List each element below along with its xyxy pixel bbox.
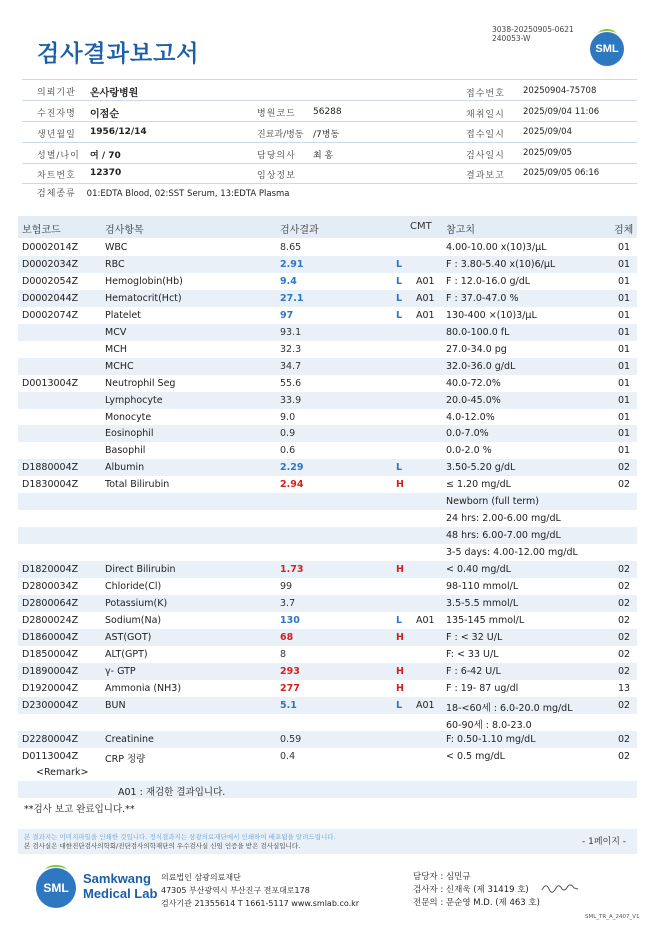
cell-test-name: MCV — [105, 326, 127, 338]
table-row — [18, 578, 637, 595]
cell-reference: 4.00-10.00 x(10)3/μL — [446, 242, 547, 253]
footer-notice-cert: 본 검사실은 대한진단검사의학회/진단검사의학재단의 우수검사실 신임 인증을 받은 검사실입니다. — [24, 842, 301, 850]
cell-reference: 20.0-45.0% — [446, 394, 501, 406]
cell-specimen: 13 — [618, 682, 631, 694]
cell-specimen: 01 — [618, 275, 631, 287]
cell-specimen: 02 — [618, 564, 631, 575]
cell-test-name: Neutrophil Seg — [105, 377, 176, 389]
sex-age-value: 여 / 70 — [90, 151, 121, 161]
chart-label: 차트번호 — [37, 171, 76, 181]
divider — [22, 121, 637, 122]
cell-test-name: Monocyte — [105, 411, 152, 423]
cell-test-name: Basophil — [105, 445, 146, 457]
cell-specimen: 02 — [618, 699, 631, 711]
corp-address: 47305 부산광역시 부산진구 전포대로178 — [161, 886, 310, 895]
dob-label: 생년월일 — [37, 130, 76, 140]
cell-specimen: 02 — [618, 648, 631, 660]
cell-specimen: 02 — [618, 665, 631, 677]
cell-test-name: Total Bilirubin — [105, 479, 170, 491]
receipt-no-value: 20250904-75708 — [523, 86, 597, 96]
cell-result: 130 — [280, 614, 300, 626]
cell-result: 0.59 — [280, 733, 302, 745]
table-row — [18, 663, 637, 680]
cell-code: D2800024Z — [22, 614, 79, 626]
doctor-value: 최 홍 — [313, 151, 334, 161]
cell-code: D2280004Z — [22, 733, 79, 745]
remark-label: <Remark> — [36, 767, 89, 778]
table-row — [18, 476, 637, 493]
cell-reference: 24 hrs: 2.00-6.00 mg/dL — [446, 513, 561, 525]
table-row — [18, 324, 637, 341]
cell-flag: L — [396, 699, 403, 711]
cell-flag: H — [396, 479, 404, 491]
cell-specimen: 02 — [618, 750, 631, 762]
brand-line2: Medical Lab — [83, 886, 158, 901]
cell-specimen: 01 — [618, 292, 631, 304]
cell-reference: F : 37.0-47.0 % — [446, 292, 519, 304]
cell-flag: H — [396, 682, 404, 694]
table-row — [18, 442, 637, 459]
cell-test-name: γ- GTP — [105, 665, 136, 677]
cell-code: D2800034Z — [22, 581, 79, 592]
tested-value: 2025/09/05 — [523, 148, 572, 158]
col-result-header: 검사결과 — [280, 225, 319, 236]
table-row — [18, 680, 637, 697]
cell-result: 27.1 — [280, 292, 304, 304]
cell-result: 93.1 — [280, 326, 302, 338]
sml-logo-icon: SML — [590, 32, 624, 66]
cell-cmt: A01 — [416, 292, 435, 304]
reported-value: 2025/09/05 06:16 — [523, 168, 600, 178]
hospital-value: 온사랑병원 — [90, 88, 139, 99]
cell-test-name: Direct Bilirubin — [105, 564, 176, 575]
col-name-header: 검사항목 — [105, 225, 144, 236]
chart-value: 12370 — [90, 168, 122, 178]
cell-test-name: BUN — [105, 699, 126, 711]
cell-specimen: 01 — [618, 377, 631, 389]
cell-result: 2.29 — [280, 462, 304, 474]
cell-test-name: Creatinine — [105, 733, 154, 745]
brand-line1: Samkwang — [83, 871, 151, 886]
cell-code: D1820004Z — [22, 564, 79, 575]
reported-label: 결과보고 — [466, 171, 505, 181]
hospital-code-value: 56288 — [313, 107, 342, 117]
table-row — [18, 358, 637, 375]
footer-notice — [18, 829, 637, 854]
table-row — [18, 561, 637, 578]
cell-code: D0002054Z — [22, 275, 79, 287]
cell-reference: < 0.40 mg/dL — [446, 564, 511, 575]
divider — [22, 79, 637, 80]
cell-result: 34.7 — [280, 360, 302, 372]
cell-result: 55.6 — [280, 377, 302, 389]
cell-specimen: 01 — [618, 428, 631, 440]
form-code: SML_TR_A_2407_V1 — [585, 914, 640, 920]
col-code-header: 보험코드 — [22, 225, 61, 236]
cell-flag: H — [396, 564, 404, 575]
table-row — [18, 290, 637, 307]
cell-code: D0113004Z — [22, 750, 79, 762]
cell-test-name: WBC — [105, 242, 128, 253]
cell-result: 68 — [280, 631, 294, 643]
cell-specimen: 02 — [618, 581, 631, 592]
cell-result: 0.4 — [280, 750, 296, 762]
cell-code: D0002034Z — [22, 258, 79, 270]
table-row — [18, 646, 637, 663]
col-cmt-header: CMT — [410, 221, 432, 232]
cell-result: 97 — [280, 309, 294, 321]
remark-header-row — [18, 764, 637, 781]
cell-reference: 3.5-5.5 mmol/L — [446, 598, 519, 609]
dept-value: /7병동 — [313, 130, 340, 140]
cell-flag: H — [396, 631, 404, 643]
signature-icon — [540, 880, 580, 896]
collected-value: 2025/09/04 11:06 — [523, 107, 600, 117]
cell-reference: 4.0-12.0% — [446, 411, 495, 423]
remark-done-row — [18, 798, 637, 815]
cell-reference: F : 19- 87 ug/dl — [446, 682, 519, 694]
report-complete-text: **검사 보고 완료입니다.** — [24, 804, 135, 815]
cell-code: D1880004Z — [22, 462, 79, 474]
cell-specimen: 01 — [618, 445, 631, 457]
footer-notice-image: 본 결과지는 이미지파일을 인쇄한 것입니다. 정식결과지는 삼광의료재단에서 인쇄하여 배포됨을 알려드립니다. — [24, 833, 336, 841]
manager-name: 담당자 : 심민규 — [413, 872, 471, 882]
table-row — [18, 612, 637, 629]
table-row — [18, 375, 637, 392]
cell-flag: L — [396, 258, 403, 270]
cell-reference: ≤ 1.20 mg/dL — [446, 479, 511, 491]
cell-test-name: CRP 정량 — [105, 753, 146, 765]
cell-code: D0013004Z — [22, 377, 79, 389]
cell-code: D2800064Z — [22, 598, 79, 609]
cell-specimen: 02 — [618, 598, 631, 609]
cell-test-name: ALT(GPT) — [105, 648, 148, 660]
remark-a01-row — [18, 781, 637, 798]
cell-reference: 18-<60세 : 6.0-20.0 mg/dL — [446, 702, 573, 714]
document-id-line1: 3038-20250905-0621 — [492, 25, 574, 34]
cell-test-name: Platelet — [105, 309, 141, 321]
cell-reference: 80.0-100.0 fL — [446, 326, 510, 338]
cell-specimen: 01 — [618, 326, 631, 338]
report-title: 검사결과보고서 — [37, 41, 200, 67]
cell-code: D0002044Z — [22, 292, 79, 304]
cell-reference: 98-110 mmol/L — [446, 581, 519, 592]
results-table-header — [18, 216, 637, 238]
cell-test-name: MCH — [105, 343, 127, 355]
cell-code: D0002074Z — [22, 309, 79, 321]
cell-test-name: RBC — [105, 258, 125, 270]
cell-flag: L — [396, 614, 403, 626]
cell-result: 99 — [280, 581, 293, 592]
table-row — [18, 256, 637, 273]
cell-reference: F: < 33 U/L — [446, 648, 499, 660]
cell-specimen: 02 — [618, 733, 631, 745]
cell-code: D1920004Z — [22, 682, 79, 694]
table-row — [18, 697, 637, 714]
cell-cmt: A01 — [416, 614, 435, 626]
cell-test-name: Albumin — [105, 462, 145, 474]
hospital-code-label: 병원코드 — [257, 109, 296, 119]
cell-test-name: Chloride(Cl) — [105, 581, 162, 592]
cell-reference: Newborn (full term) — [446, 496, 539, 508]
dob-value: 1956/12/14 — [90, 127, 147, 137]
cell-flag: H — [396, 665, 404, 677]
table-row — [18, 307, 637, 324]
corp-contact: 검사기관 21355614 T 1661-5117 www.smlab.co.kr — [161, 899, 360, 908]
cell-code: D0002014Z — [22, 242, 79, 253]
cell-specimen: 02 — [618, 462, 631, 474]
divider — [22, 163, 637, 164]
recipient-label: 수진자명 — [37, 109, 76, 119]
hospital-label: 의뢰기관 — [37, 88, 76, 98]
cell-reference: < 0.5 mg/dL — [446, 750, 505, 762]
cell-reference: 48 hrs: 6.00-7.00 mg/dL — [446, 530, 561, 542]
table-row — [18, 341, 637, 358]
cell-cmt: A01 — [416, 275, 435, 287]
cell-specimen: 01 — [618, 309, 631, 321]
cell-reference: 0.0-7.0% — [446, 428, 489, 440]
received-value: 2025/09/04 — [523, 127, 572, 137]
cell-result: 32.3 — [280, 343, 302, 355]
recipient-value: 이점순 — [90, 109, 119, 120]
cell-specimen: 02 — [618, 479, 631, 491]
cell-specimen: 01 — [618, 242, 631, 253]
cell-flag: L — [396, 275, 403, 287]
cell-test-name: Eosinophil — [105, 428, 154, 440]
cell-specimen: 02 — [618, 631, 631, 643]
table-row — [18, 459, 637, 476]
cell-specimen: 01 — [618, 360, 631, 372]
table-row — [18, 731, 637, 748]
corp-name: 의료법인 삼광의료재단 — [161, 873, 241, 882]
remark-a01: A01 : 재검한 결과입니다. — [118, 787, 226, 798]
cell-code: D2300004Z — [22, 699, 79, 711]
cell-result: 277 — [280, 682, 300, 694]
divider — [22, 100, 637, 101]
cell-result: 9.0 — [280, 411, 296, 423]
cell-reference: F: 0.50-1.10 mg/dL — [446, 733, 536, 745]
cell-test-name: MCHC — [105, 360, 134, 372]
cell-result: 293 — [280, 665, 300, 677]
cell-result: 33.9 — [280, 394, 302, 406]
divider — [22, 183, 637, 184]
cell-flag: L — [396, 462, 403, 474]
cell-result: 8.65 — [280, 242, 302, 253]
cell-specimen: 01 — [618, 394, 631, 406]
cell-test-name: Sodium(Na) — [105, 614, 162, 626]
table-row — [18, 629, 637, 646]
cell-reference: 60-90세 : 8.0-23.0 — [446, 719, 532, 731]
specimen-info — [37, 186, 290, 199]
cell-cmt: A01 — [416, 699, 435, 711]
specimen-label: 검체종류 — [37, 189, 76, 199]
table-row — [18, 392, 637, 409]
cell-reference: F : 6-42 U/L — [446, 665, 501, 677]
cell-result: 3.7 — [280, 598, 296, 609]
sml-logo-icon: SML — [36, 868, 76, 908]
document-id-line2: 240053-W — [492, 34, 531, 43]
table-row — [18, 595, 637, 612]
brand-name — [83, 871, 157, 901]
col-ref-header: 참고치 — [446, 225, 475, 236]
examiner-name: 검사자 : 신재욱 (제 31419 호) — [413, 885, 529, 895]
table-row — [18, 273, 637, 290]
cell-code: D1850004Z — [22, 648, 79, 660]
cell-reference: 0.0-2.0 % — [446, 445, 492, 457]
page-number: - 1페이지 - — [582, 837, 627, 847]
cell-result: 8 — [280, 648, 287, 660]
cell-code: D1890004Z — [22, 665, 79, 677]
table-row — [18, 493, 637, 510]
cell-result: 2.94 — [280, 479, 304, 491]
specialist-name: 전문의 : 문순영 M.D. (제 463 호) — [413, 898, 540, 908]
cell-flag: L — [396, 292, 403, 304]
cell-specimen: 01 — [618, 258, 631, 270]
table-row — [18, 544, 637, 561]
cell-reference: 3.50-5.20 g/dL — [446, 462, 516, 474]
cell-result: 5.1 — [280, 699, 297, 711]
sex-age-label: 성별/나이 — [37, 151, 80, 161]
cell-reference: 135-145 mmol/L — [446, 614, 525, 626]
received-label: 접수일시 — [466, 130, 505, 140]
specimen-value: 01:EDTA Blood, 02:SST Serum, 13:EDTA Plasma — [86, 189, 290, 199]
corp-info — [161, 871, 359, 910]
cell-result: 2.91 — [280, 258, 304, 270]
cell-reference: 27.0-34.0 pg — [446, 343, 507, 355]
cell-reference: 40.0-72.0% — [446, 377, 501, 389]
cell-reference: F : 3.80-5.40 x(10)6/μL — [446, 258, 556, 270]
cell-reference: F : 12.0-16.0 g/dL — [446, 275, 531, 287]
tested-label: 검사일시 — [466, 151, 505, 161]
table-row — [18, 510, 637, 527]
clinical-label: 임상정보 — [257, 171, 296, 181]
table-row — [18, 239, 637, 256]
table-row — [18, 425, 637, 442]
cell-reference: 3-5 days: 4.00-12.00 mg/dL — [446, 547, 578, 559]
cell-reference: 130-400 ×(10)3/μL — [446, 309, 537, 321]
cell-result: 0.9 — [280, 428, 296, 440]
cell-result: 9.4 — [280, 275, 297, 287]
dept-label: 진료과/병동 — [257, 130, 304, 140]
table-row — [18, 409, 637, 426]
cell-test-name: AST(GOT) — [105, 631, 152, 643]
cell-code: D1860004Z — [22, 631, 79, 643]
cell-result: 0.6 — [280, 445, 296, 457]
cell-specimen: 01 — [618, 343, 631, 355]
staff-info — [413, 871, 540, 910]
cell-reference: F : < 32 U/L — [446, 631, 503, 643]
table-row — [18, 714, 637, 731]
cell-code: D1830004Z — [22, 479, 79, 491]
cell-cmt: A01 — [416, 309, 435, 321]
cell-test-name: Hemoglobin(Hb) — [105, 275, 183, 287]
document-id — [492, 25, 574, 43]
cell-test-name: Hematocrit(Hct) — [105, 292, 182, 304]
col-spec-header: 검체 — [614, 225, 634, 236]
doctor-label: 담당의사 — [257, 151, 296, 161]
table-row — [18, 527, 637, 544]
table-row — [18, 748, 637, 765]
cell-test-name: Lymphocyte — [105, 394, 163, 406]
collected-label: 채취일시 — [466, 110, 505, 120]
receipt-no-label: 접수번호 — [466, 89, 505, 99]
cell-test-name: Potassium(K) — [105, 598, 168, 609]
cell-flag: L — [396, 309, 403, 321]
cell-test-name: Ammonia (NH3) — [105, 682, 182, 694]
cell-specimen: 01 — [618, 411, 631, 423]
cell-result: 1.73 — [280, 564, 304, 575]
cell-reference: 32.0-36.0 g/dL — [446, 360, 516, 372]
divider — [22, 142, 637, 143]
cell-specimen: 02 — [618, 614, 631, 626]
